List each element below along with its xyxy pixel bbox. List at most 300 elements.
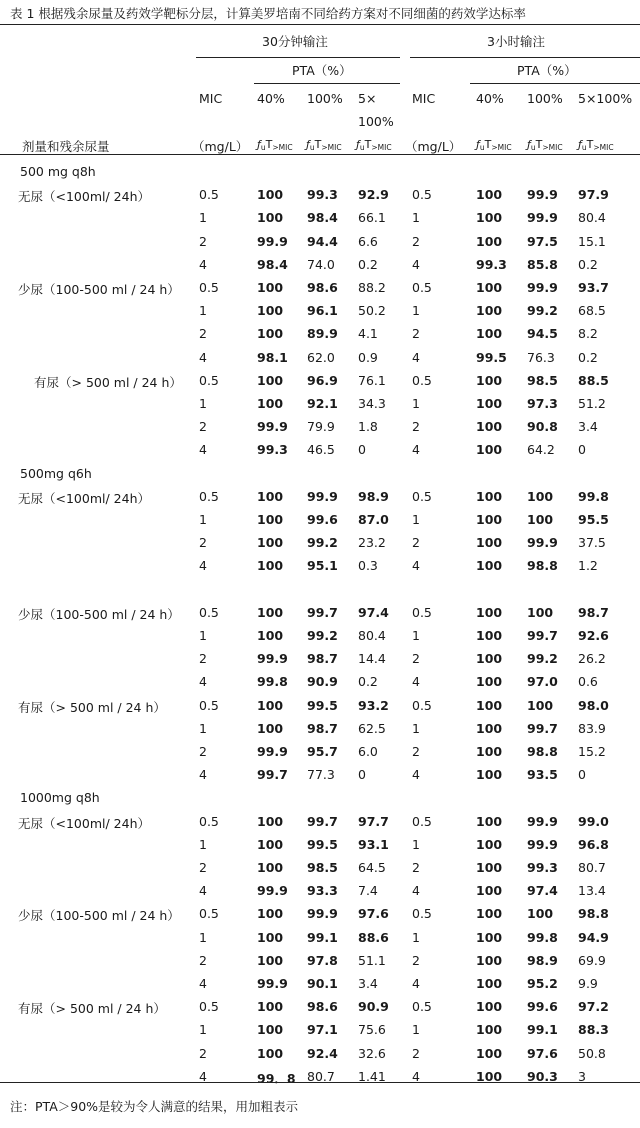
pta40-cell: 100: [257, 628, 284, 643]
mic-cell: 4: [412, 256, 420, 272]
mic-cell: 0.5: [199, 697, 219, 713]
pta-rule-3h: [470, 83, 640, 84]
pta40-cell: 100: [476, 210, 503, 226]
pta100-cell: 89.9: [307, 326, 338, 342]
pta5x-cell: 32.6: [358, 1045, 386, 1061]
pta40-cell: 100: [257, 512, 284, 527]
group-header-3h: 3小时输注: [487, 34, 545, 49]
mic-cell: 1: [199, 303, 207, 319]
pta100-cell: 90.8: [527, 419, 558, 435]
pta40-cell: 100: [476, 280, 503, 295]
mic-cell: 2: [412, 1045, 420, 1061]
pta40-cell: 100: [257, 604, 284, 620]
pta-header-3h: PTA（%）: [517, 63, 577, 78]
pta40-cell: 100: [257, 1045, 284, 1061]
pta100-cell: 79.9: [307, 419, 335, 435]
pta100-cell: 98.7: [307, 651, 338, 667]
urine-group-label: 有尿（> 500 ml / 24 h）: [18, 1001, 166, 1017]
pta5x-cell: 0.6: [578, 674, 598, 690]
pta40-cell: 100: [476, 813, 503, 829]
pta100-cell: 46.5: [307, 442, 335, 458]
pta100-cell: 97.1: [307, 1022, 338, 1038]
pta5x-cell: 98.7: [578, 604, 609, 620]
mic-cell: 2: [412, 233, 420, 249]
pta100-cell: 64.2: [527, 442, 555, 458]
pta100-cell: 92.4: [307, 1045, 338, 1061]
pta100-cell: 77.3: [307, 767, 335, 783]
pta40-cell: 100: [476, 651, 503, 667]
mic-cell: 2: [412, 326, 420, 342]
group-rule-3h: [410, 57, 640, 58]
dose-section-title: 500 mg q8h: [20, 164, 96, 179]
mic-cell: 0.5: [199, 999, 219, 1015]
mic-cell: 1: [199, 1022, 207, 1038]
pta40-cell: 100: [476, 442, 503, 458]
mic-cell: 2: [412, 651, 420, 667]
pta5x-cell: 9.9: [578, 976, 598, 991]
pta5x-cell: 51.1: [358, 952, 386, 968]
mic-cell: 1: [412, 210, 420, 226]
pta5x-cell: 51.2: [578, 396, 606, 411]
pta40-cell: 100: [257, 187, 284, 203]
dose-section-title: 1000mg q8h: [20, 790, 100, 806]
mic-cell: 1: [412, 303, 420, 319]
pta5x-cell: 6.0: [358, 744, 378, 759]
pta40-cell: 99.7: [257, 767, 288, 783]
pta40-cell: 100: [476, 604, 503, 620]
mic-cell: 2: [412, 744, 420, 759]
pta100-cell: 90.1: [307, 976, 338, 991]
pta100-cell: 99.6: [527, 999, 558, 1015]
mic-cell: 4: [199, 442, 207, 458]
mic-cell: 2: [412, 419, 420, 435]
mic-cell: 0.5: [412, 906, 432, 922]
mic-cell: 1: [199, 628, 207, 643]
pta40-cell: 100: [476, 488, 503, 504]
pta40-cell: 99.8: [257, 674, 288, 690]
mic-cell: 0.5: [412, 187, 432, 203]
mic-cell: 0.5: [412, 999, 432, 1015]
mic-cell: 2: [199, 326, 207, 342]
pta100-cell: 97.3: [527, 396, 558, 411]
mic-cell: 2: [412, 952, 420, 968]
pta5x-cell: 93.2: [358, 697, 389, 713]
pta100-cell: 97.5: [527, 233, 558, 249]
pta100-cell: 100: [527, 906, 554, 922]
mic-cell: 0.5: [199, 906, 219, 922]
pta40-cell: 100: [257, 952, 284, 968]
urine-group-label: 少尿（100-500 ml / 24 h）: [18, 606, 180, 622]
pta40-cell: 100: [476, 396, 503, 411]
pta5x-cell: 1.8: [358, 419, 378, 435]
pta40-cell: 99.9: [257, 883, 288, 899]
pta100-cell: 99.7: [307, 604, 338, 620]
pta100-cell: 98.6: [307, 280, 338, 295]
pta5x-cell: 3.4: [578, 419, 598, 435]
pta5x-cell: 97.4: [358, 604, 389, 620]
pta40-cell: 100: [476, 512, 503, 527]
pta100-cell: 93.3: [307, 883, 338, 899]
pta5x-cell: 98.9: [358, 488, 389, 504]
pta100-cell: 93.5: [527, 767, 558, 783]
pta40-cell: 100: [476, 883, 503, 899]
pta100-cell: 97.8: [307, 952, 338, 968]
pta40-cell: 100: [257, 535, 284, 551]
mic-cell: 1: [199, 396, 207, 411]
pta5x-cell: 69.9: [578, 952, 606, 968]
pta5x-cell: 76.1: [358, 372, 386, 388]
pta40-cell: 100: [476, 1045, 503, 1061]
pta40-cell: 100: [257, 558, 284, 574]
pta5x-cell: 0: [358, 442, 366, 458]
pta40-cell: 100: [476, 999, 503, 1015]
ft-mic-header: $ƒ_uT_{>MIC}$: [527, 138, 563, 152]
pta5x-cell: 88.5: [578, 372, 609, 388]
pta5x-cell: 34.3: [358, 396, 386, 411]
pta100-cell: 99.3: [527, 860, 558, 875]
pta40-cell: 99.9: [257, 419, 288, 435]
pta5x-cell: 64.5: [358, 860, 386, 875]
pta40-cell: 100: [257, 860, 284, 875]
mic-cell: 1: [412, 628, 420, 643]
mic-cell: 4: [412, 349, 420, 365]
pta5x-cell: 50.2: [358, 303, 386, 319]
pta40-cell: 98.1: [257, 349, 288, 365]
pta100-cell: 97.4: [527, 883, 558, 899]
table-footnote: 注：PTA＞90%是较为令人满意的结果，用加粗表示: [10, 1099, 299, 1114]
pta5x-cell: 80.4: [358, 628, 386, 643]
pta40-cell: 100: [476, 558, 503, 574]
pta100-cell: 95.1: [307, 558, 338, 574]
pta5x-cell: 97.2: [578, 999, 609, 1015]
pta5x-cell: 0: [578, 442, 586, 458]
pta5x-cell: 0: [358, 767, 366, 783]
pta100-cell: 98.8: [527, 744, 558, 759]
pta40-cell: 100: [257, 999, 284, 1015]
pct5x-header-30min: 5×: [358, 91, 377, 106]
urine-group-label: 无尿（<100ml/ 24h）: [18, 815, 150, 831]
pta5x-cell: 96.8: [578, 836, 609, 852]
urine-group-label: 有尿（> 500 ml / 24 h）: [18, 699, 166, 715]
mic-cell: 2: [199, 860, 207, 875]
pta40-cell: 100: [257, 396, 284, 411]
pta40-cell: 99.9: [257, 744, 288, 759]
pta100-cell: 99.7: [527, 720, 558, 736]
mic-cell: 1: [199, 929, 207, 945]
pta5x-cell: 26.2: [578, 651, 606, 667]
pta40-cell: 100: [476, 767, 503, 783]
pta5x-cell: 8.2: [578, 326, 598, 342]
pta100-cell: 80.7: [307, 1068, 335, 1084]
pta40-cell: 100: [257, 210, 284, 226]
mic-cell: 2: [199, 419, 207, 435]
urine-group-label: 无尿（<100ml/ 24h）: [18, 490, 150, 506]
mic-cell: 0.5: [199, 372, 219, 388]
pta5x-cell: 98.0: [578, 697, 609, 713]
mic-cell: 1: [199, 836, 207, 852]
pta5x-cell: 0.3: [358, 558, 378, 574]
mic-cell: 2: [199, 744, 207, 759]
pta5x-cell: 1.2: [578, 558, 598, 574]
pct100-header-30min: 100%: [307, 91, 343, 106]
pta5x-cell: 88.2: [358, 280, 386, 295]
dose-section-title: 500mg q6h: [20, 465, 92, 481]
pta5x-cell: 68.5: [578, 303, 606, 319]
ft-mic-header: $ƒ_uT_{>MIC}$: [476, 138, 512, 152]
mic-cell: 2: [199, 535, 207, 551]
pta5x-cell: 0.9: [358, 349, 378, 365]
top-rule: [0, 24, 640, 25]
mic-cell: 4: [199, 256, 207, 272]
table-caption: 表 1 根据残余尿量及药效学靶标分层，计算美罗培南不同给药方案对不同细菌的药效学达标率: [10, 6, 526, 21]
mic-cell: 1: [412, 720, 420, 736]
mic-cell: 0.5: [412, 813, 432, 829]
group-header-30min: 30分钟输注: [262, 34, 328, 49]
pta100-cell: 95.2: [527, 976, 558, 991]
pta5x-cell: 6.6: [358, 233, 378, 249]
pta40-cell: 100: [476, 372, 503, 388]
pta5x-cell: 15.1: [578, 233, 606, 249]
pta5x-cell: 62.5: [358, 720, 386, 736]
pta100-cell: 99.7: [307, 813, 338, 829]
pta40-cell: 100: [257, 372, 284, 388]
pta5x-cell: 88.6: [358, 929, 389, 945]
pta5x-cell: 3: [578, 1068, 586, 1084]
mic-unit-3h: （mg/L）: [405, 139, 462, 154]
pta100-cell: 98.5: [307, 860, 338, 875]
pta40-cell: 100: [476, 976, 503, 991]
pta100-cell: 99.2: [307, 535, 338, 551]
pta40-cell: 100: [476, 697, 503, 713]
pta40-cell: 100: [257, 488, 284, 504]
mic-cell: 2: [412, 535, 420, 551]
pta5x-cell: 98.8: [578, 906, 609, 922]
urine-group-label: 少尿（100-500 ml / 24 h）: [18, 282, 180, 297]
pta5x-cell: 93.1: [358, 836, 389, 852]
pta100-cell: 99.7: [527, 628, 558, 643]
pta5x-cell: 37.5: [578, 535, 606, 551]
pta100-cell: 99.8: [527, 929, 558, 945]
urine-group-label: 无尿（<100ml/ 24h）: [18, 189, 150, 205]
pta100-cell: 99.1: [307, 929, 338, 945]
pta40-cell: 100: [476, 303, 503, 319]
pct5x-header-30min-b: 100%: [358, 114, 394, 129]
group-rule-30min: [196, 57, 400, 58]
pta-rule-30min: [254, 83, 400, 84]
pta40-cell: 99.5: [476, 349, 507, 365]
pta100-cell: 99.1: [527, 1022, 558, 1038]
pta100-cell: 62.0: [307, 349, 335, 365]
row-label-header: 剂量和残余尿量: [22, 139, 110, 154]
pta40-cell: 100: [257, 326, 284, 342]
mic-cell: 1: [412, 512, 420, 527]
mic-cell: 1: [412, 929, 420, 945]
pta5x-cell: 99.0: [578, 813, 609, 829]
pta40-cell: 100: [476, 233, 503, 249]
pta40-cell: 100: [476, 836, 503, 852]
pct100-header-3h: 100%: [527, 91, 563, 106]
pta100-cell: 99.9: [527, 187, 558, 203]
pta5x-cell: 99.8: [578, 488, 609, 504]
pta100-cell: 99.9: [527, 535, 558, 551]
pta40-cell: 100: [476, 1022, 503, 1038]
mic-cell: 1: [199, 210, 207, 226]
pta5x-cell: 66.1: [358, 210, 386, 226]
pct40-header-3h: 40%: [476, 91, 504, 106]
pta40-cell: 100: [257, 720, 284, 736]
mic-cell: 2: [199, 651, 207, 667]
pta5x-cell: 93.7: [578, 280, 609, 295]
pta5x-cell: 14.4: [358, 651, 386, 667]
pta100-cell: 74.0: [307, 256, 335, 272]
mic-header-3h: MIC: [412, 91, 436, 106]
pta100-cell: 98.5: [527, 372, 558, 388]
pta5x-cell: 80.4: [578, 210, 606, 226]
pta5x-cell: 0: [578, 767, 586, 783]
pta40-cell: 100: [476, 674, 503, 690]
mic-cell: 0.5: [412, 280, 432, 295]
pta100-cell: 96.9: [307, 372, 338, 388]
pta100-cell: 99.9: [527, 836, 558, 852]
pta40-cell: 100: [476, 187, 503, 203]
mic-cell: 0.5: [199, 488, 219, 504]
mic-cell: 0.5: [412, 372, 432, 388]
pta-header-30min: PTA（%）: [292, 63, 352, 78]
mic-cell: 4: [412, 558, 420, 574]
bottom-rule: [0, 1082, 640, 1083]
pta40-cell: 100: [257, 280, 284, 295]
pta40-cell: 100: [476, 535, 503, 551]
pta40-cell: 99.3: [476, 256, 507, 272]
mic-cell: 4: [199, 674, 207, 690]
pta5x-cell: 3.4: [358, 976, 378, 991]
pta40-cell: 99.3: [257, 442, 288, 458]
pta40-cell: 100: [476, 929, 503, 945]
pta5x-cell: 4.1: [358, 326, 378, 342]
urine-group-label: 少尿（100-500 ml / 24 h）: [18, 908, 180, 924]
mic-cell: 2: [199, 233, 207, 249]
pta40-cell: 100: [257, 303, 284, 319]
pta100-cell: 76.3: [527, 349, 555, 365]
pta100-cell: 99.9: [527, 813, 558, 829]
pta5x-cell: 87.0: [358, 512, 389, 527]
pta5x-cell: 75.6: [358, 1022, 386, 1038]
ft-mic-header: $ƒ_uT_{>MIC}$: [257, 138, 293, 152]
pta5x-cell: 83.9: [578, 720, 606, 736]
mic-unit-30min: （mg/L）: [192, 139, 249, 154]
pta40-cell: 100: [257, 1022, 284, 1038]
mic-cell: 2: [199, 952, 207, 968]
pta40-cell: 100: [476, 952, 503, 968]
mic-cell: 4: [412, 976, 420, 991]
mic-cell: 4: [199, 883, 207, 899]
pta100-cell: 99.2: [307, 628, 338, 643]
mic-cell: 0.5: [199, 604, 219, 620]
mic-cell: 2: [199, 1045, 207, 1061]
pta100-cell: 98.7: [307, 720, 338, 736]
mic-cell: 0.5: [199, 813, 219, 829]
pta40-cell: 100: [257, 697, 284, 713]
pta100-cell: 97.0: [527, 674, 558, 690]
pta100-cell: 100: [527, 604, 554, 620]
pta40-cell: 100: [476, 1068, 503, 1084]
pta5x-cell: 0.2: [358, 256, 378, 272]
mic-cell: 0.5: [412, 697, 432, 713]
pta5x-cell: 23.2: [358, 535, 386, 551]
pta100-cell: 95.7: [307, 744, 338, 759]
pta100-cell: 94.5: [527, 326, 558, 342]
pta40-cell: 100: [476, 326, 503, 342]
pta40-cell: 100: [476, 419, 503, 435]
pta5x-cell: 88.3: [578, 1022, 609, 1038]
mic-cell: 1: [199, 720, 207, 736]
pta100-cell: 90.3: [527, 1068, 558, 1084]
pta100-cell: 99.9: [527, 210, 558, 226]
mic-cell: 0.5: [199, 187, 219, 203]
mic-cell: 4: [199, 976, 207, 991]
pta40-cell: 100: [257, 836, 284, 852]
pta100-cell: 99.3: [307, 187, 338, 203]
mic-cell: 4: [412, 883, 420, 899]
mic-cell: 2: [412, 860, 420, 875]
ft-mic-header: $ƒ_uT_{>MIC}$: [306, 138, 342, 152]
pta100-cell: 100: [527, 512, 554, 527]
pta5x-cell: 80.7: [578, 860, 606, 875]
pta5x-cell: 15.2: [578, 744, 606, 759]
pta40-cell: 100: [476, 720, 503, 736]
pta40-cell: 99.9: [257, 233, 288, 249]
pta5x-cell: 0.2: [578, 256, 598, 272]
pta40-cell: 100: [257, 813, 284, 829]
pta5x-cell: 95.5: [578, 512, 609, 527]
pta100-cell: 98.6: [307, 999, 338, 1015]
pta40-cell: 100: [257, 929, 284, 945]
ft-mic-header: $ƒ_uT_{>MIC}$: [578, 138, 614, 152]
mic-cell: 0.5: [199, 280, 219, 295]
pta100-cell: 98.4: [307, 210, 338, 226]
pta5x-cell: 97.6: [358, 906, 389, 922]
pta100-cell: 96.1: [307, 303, 338, 319]
pta100-cell: 99.9: [307, 488, 338, 504]
mic-cell: 4: [199, 1068, 207, 1084]
mic-cell: 1: [412, 396, 420, 411]
pta5x-cell: 1.41: [358, 1068, 386, 1084]
pta5x-cell: 90.9: [358, 999, 389, 1015]
mic-cell: 1: [412, 1022, 420, 1038]
ft-mic-header: $ƒ_uT_{>MIC}$: [356, 138, 392, 152]
pta100-cell: 90.9: [307, 674, 338, 690]
pta5x-cell: 7.4: [358, 883, 378, 899]
pta100-cell: 100: [527, 488, 554, 504]
pta5x-cell: 94.9: [578, 929, 609, 945]
pta5x-cell: 97.7: [358, 813, 389, 829]
pta100-cell: 98.9: [527, 952, 558, 968]
pta40-cell: 100: [476, 906, 503, 922]
mic-cell: 4: [412, 442, 420, 458]
pta5x-cell: 92.9: [358, 187, 389, 203]
pta100-cell: 98.8: [527, 558, 558, 574]
pta5x-cell: 0.2: [358, 674, 378, 690]
pta40-cell: 99．8: [257, 1070, 296, 1086]
mic-cell: 4: [199, 767, 207, 783]
pta100-cell: 85.8: [527, 256, 558, 272]
pta100-cell: 99.5: [307, 697, 338, 713]
mic-cell: 4: [412, 767, 420, 783]
pta40-cell: 100: [476, 744, 503, 759]
pta40-cell: 99.9: [257, 976, 288, 991]
mic-cell: 4: [199, 558, 207, 574]
urine-group-label: 有尿（> 500 ml / 24 h）: [34, 374, 182, 390]
